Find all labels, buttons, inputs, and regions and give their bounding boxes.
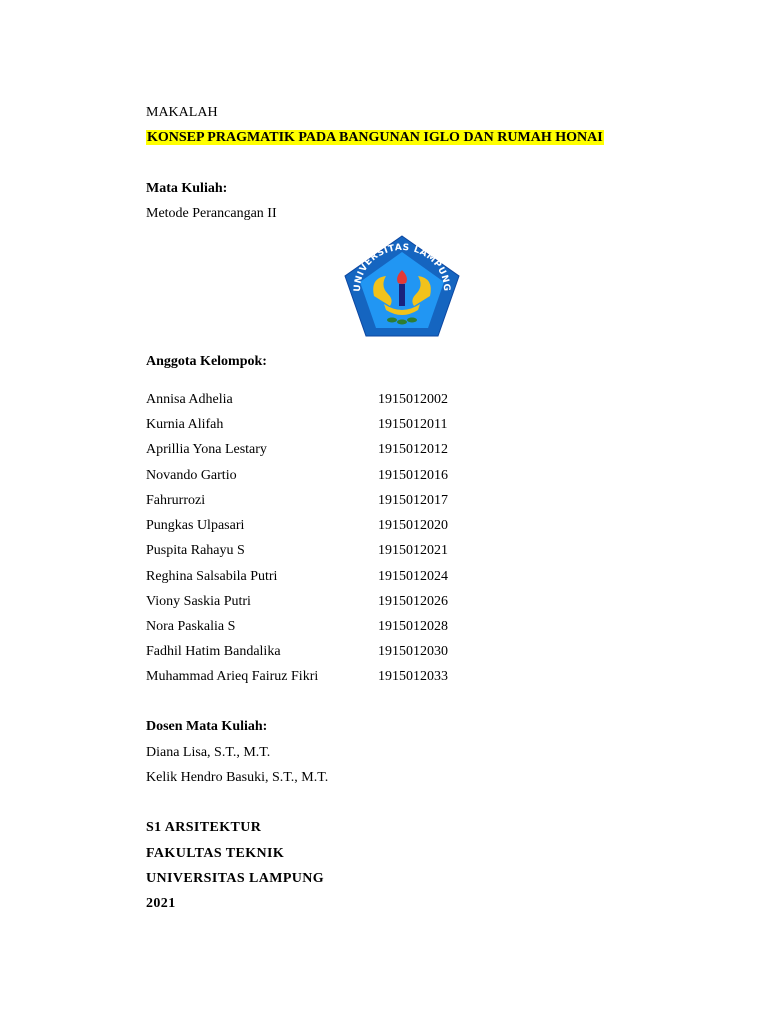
university-logo bbox=[340, 232, 464, 342]
lecturers-heading: Dosen Mata Kuliah: bbox=[146, 719, 268, 734]
member-name: Nora Paskalia S bbox=[146, 619, 236, 634]
member-id: 1915012033 bbox=[378, 669, 448, 684]
member-id: 1915012002 bbox=[378, 392, 448, 407]
logo-torch-handle bbox=[399, 284, 405, 306]
member-id: 1915012012 bbox=[378, 442, 448, 457]
member-id: 1915012021 bbox=[378, 543, 448, 558]
member-name: Novando Gartio bbox=[146, 468, 237, 483]
faculty-name: FAKULTAS TEKNIK bbox=[146, 846, 285, 861]
member-id: 1915012011 bbox=[378, 417, 448, 432]
member-name: Viony Saskia Putri bbox=[146, 594, 251, 609]
university-name: UNIVERSITAS LAMPUNG bbox=[146, 871, 325, 886]
lecturer-name: Kelik Hendro Basuki, S.T., M.T. bbox=[146, 770, 329, 785]
doc-title bbox=[146, 129, 604, 147]
member-name: Puspita Rahayu S bbox=[146, 543, 245, 558]
doc-type-label: MAKALAH bbox=[146, 105, 218, 120]
member-name: Aprillia Yona Lestary bbox=[146, 442, 267, 457]
member-id: 1915012026 bbox=[378, 594, 448, 609]
logo-leaf-center bbox=[397, 320, 407, 325]
member-name: Reghina Salsabila Putri bbox=[146, 569, 278, 584]
logo-leaf-left bbox=[387, 318, 397, 323]
member-id: 1915012028 bbox=[378, 619, 448, 634]
lecturer-name: Diana Lisa, S.T., M.T. bbox=[146, 745, 271, 760]
member-id: 1915012030 bbox=[378, 644, 448, 659]
member-id: 1915012020 bbox=[378, 518, 448, 533]
course-name: Metode Perancangan II bbox=[146, 206, 277, 221]
member-name: Fadhil Hatim Bandalika bbox=[146, 644, 281, 659]
member-name: Kurnia Alifah bbox=[146, 417, 224, 432]
member-name: Annisa Adhelia bbox=[146, 392, 233, 407]
member-id: 1915012024 bbox=[378, 569, 448, 584]
doc-title-highlight: KONSEP PRAGMATIK PADA BANGUNAN IGLO DAN RUMAH HONAI bbox=[147, 130, 603, 145]
member-id: 1915012016 bbox=[378, 468, 448, 483]
member-name: Pungkas Ulpasari bbox=[146, 518, 245, 533]
member-name: Fahrurrozi bbox=[146, 493, 206, 508]
course-heading: Mata Kuliah: bbox=[146, 181, 228, 196]
member-name: Muhammad Arieq Fairuz Fikri bbox=[146, 669, 319, 684]
member-id: 1915012017 bbox=[378, 493, 448, 508]
logo-arc-text: UNIVERSITAS LAMPUNG bbox=[352, 242, 452, 292]
document-year: 2021 bbox=[146, 896, 176, 911]
logo-leaf-right bbox=[407, 318, 417, 323]
members-heading: Anggota Kelompok: bbox=[146, 354, 267, 369]
study-program: S1 ARSITEKTUR bbox=[146, 820, 262, 835]
